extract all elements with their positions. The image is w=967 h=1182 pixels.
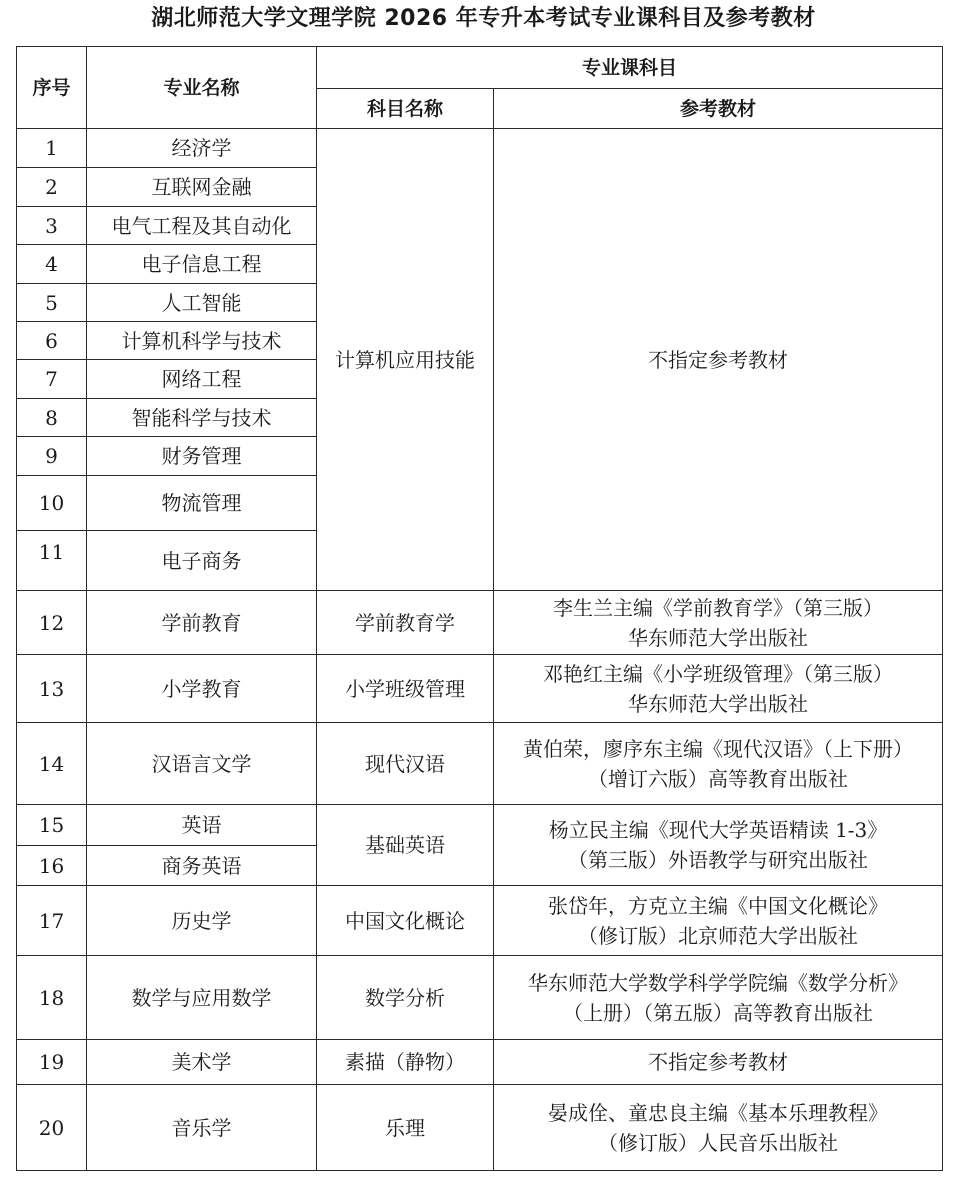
reference-text <box>494 723 943 805</box>
major-name: 计算机科学与技术 <box>87 322 317 360</box>
reference-line: （增订六版）高等教育出版社 <box>588 766 848 791</box>
row-index: 9 <box>17 437 87 476</box>
subject-name: 计算机应用技能 <box>317 129 494 591</box>
major-name: 互联网金融 <box>87 168 317 207</box>
table-row <box>17 655 943 723</box>
reference-line: 张岱年，方克立主编《中国文化概论》 <box>548 893 888 918</box>
table-row <box>17 1040 943 1085</box>
header-index: 序号 <box>17 47 87 129</box>
document-title: 湖北师范大学文理学院 2026 年专升本考试专业课科目及参考教材 <box>151 6 816 31</box>
subject-name: 小学班级管理 <box>317 655 494 723</box>
reference-text <box>494 655 943 723</box>
reference-text <box>494 805 943 886</box>
major-name: 人工智能 <box>87 284 317 322</box>
header-subject: 科目名称 <box>317 89 494 129</box>
reference-line: 邓艳红主编《小学班级管理》（第三版） <box>543 661 893 686</box>
row-index: 6 <box>17 322 87 360</box>
reference-line: （上册）（第五版）高等教育出版社 <box>563 1000 873 1025</box>
table-row <box>17 805 943 846</box>
reference-line: （修订版）人民音乐出版社 <box>598 1130 838 1155</box>
subject-name: 现代汉语 <box>317 723 494 805</box>
major-name: 历史学 <box>87 886 317 956</box>
row-index: 4 <box>17 245 87 284</box>
reference-line: 华东师范大学数学科学学院编《数学分析》 <box>528 970 908 995</box>
reference-text: 不指定参考教材 <box>494 1040 943 1085</box>
table-row <box>17 591 943 655</box>
row-index: 8 <box>17 399 87 437</box>
row-index: 18 <box>17 956 87 1040</box>
major-name: 网络工程 <box>87 360 317 399</box>
subject-name: 素描（静物） <box>317 1040 494 1085</box>
header-major: 专业名称 <box>87 47 317 129</box>
reference-line: 黄伯荣，廖序东主编《现代汉语》（上下册） <box>523 736 913 761</box>
row-index: 19 <box>17 1040 87 1085</box>
reference-text <box>494 886 943 956</box>
major-name: 经济学 <box>87 129 317 168</box>
row-index: 20 <box>17 1085 87 1171</box>
reference-text <box>494 591 943 655</box>
reference-text <box>494 956 943 1040</box>
row-index: 2 <box>17 168 87 207</box>
subject-name: 中国文化概论 <box>317 886 494 956</box>
subject-name: 乐理 <box>317 1085 494 1171</box>
row-index: 3 <box>17 207 87 245</box>
table-row <box>17 1085 943 1171</box>
reference-line: 李生兰主编《学前教育学》（第三版） <box>553 595 883 620</box>
subject-name: 学前教育学 <box>317 591 494 655</box>
major-name: 小学教育 <box>87 655 317 723</box>
row-index: 10 <box>17 476 87 531</box>
major-name: 学前教育 <box>87 591 317 655</box>
course-table <box>16 46 943 1171</box>
major-name: 电子信息工程 <box>87 245 317 284</box>
major-name: 财务管理 <box>87 437 317 476</box>
row-index: 1 <box>17 129 87 168</box>
header-course-group: 专业课科目 <box>317 47 943 89</box>
major-name: 汉语言文学 <box>87 723 317 805</box>
major-name: 物流管理 <box>87 476 317 531</box>
table-row <box>17 886 943 956</box>
major-name: 电子商务 <box>87 531 317 591</box>
reference-line: 华东师范大学出版社 <box>628 625 808 650</box>
row-index: 13 <box>17 655 87 723</box>
row-index: 7 <box>17 360 87 399</box>
row-index: 17 <box>17 886 87 956</box>
major-name: 智能科学与技术 <box>87 399 317 437</box>
major-name: 电气工程及其自动化 <box>87 207 317 245</box>
table-row <box>17 723 943 805</box>
major-name: 美术学 <box>87 1040 317 1085</box>
reference-text: 不指定参考教材 <box>494 129 943 591</box>
table-row <box>17 129 943 168</box>
header-reference: 参考教材 <box>494 89 943 129</box>
major-name: 商务英语 <box>87 846 317 886</box>
major-name: 英语 <box>87 805 317 846</box>
row-index: 11 <box>17 531 87 591</box>
row-index: 14 <box>17 723 87 805</box>
reference-text <box>494 1085 943 1171</box>
row-index: 5 <box>17 284 87 322</box>
table-row <box>17 956 943 1040</box>
major-name: 音乐学 <box>87 1085 317 1171</box>
reference-line: 晏成佺、童忠良主编《基本乐理教程》 <box>548 1100 888 1125</box>
row-index: 15 <box>17 805 87 846</box>
reference-line: （修订版）北京师范大学出版社 <box>578 923 858 948</box>
subject-name: 基础英语 <box>317 805 494 886</box>
row-index: 16 <box>17 846 87 886</box>
major-name: 数学与应用数学 <box>87 956 317 1040</box>
reference-line: （第三版）外语教学与研究出版社 <box>568 848 868 872</box>
reference-line: 华东师范大学出版社 <box>628 691 808 716</box>
row-index: 12 <box>17 591 87 655</box>
subject-name: 数学分析 <box>317 956 494 1040</box>
reference-line: 杨立民主编《现代大学英语精读 1-3》 <box>548 818 888 842</box>
